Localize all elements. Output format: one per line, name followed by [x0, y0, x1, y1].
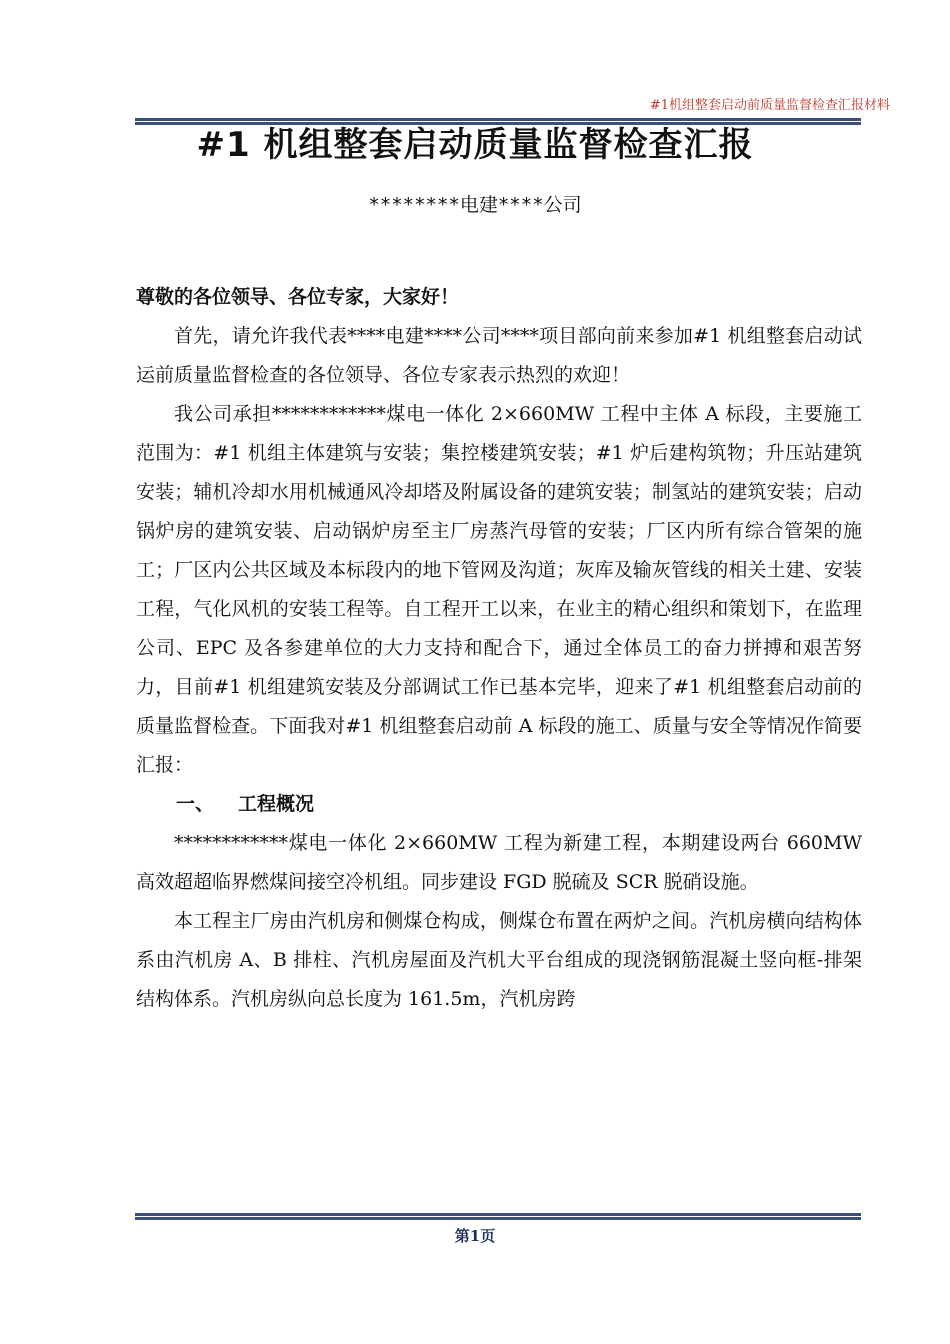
document-title: #1 机组整套启动质量监督检查汇报	[196, 125, 754, 165]
greeting: 尊敬的各位领导、各位专家，大家好！	[136, 286, 460, 308]
paragraph: 我公司承担************煤电一体化 2×660MW 工程中主体 A 标段，主要施工范围为：#1 机组主体建筑与安装；集控楼建筑安装；#1 炉后建构筑物；升压站建筑安装；辅机冷却水用机械通风冷却塔及附属设备的建筑安装；制氢站的建筑安装；启动锅炉房的建筑安装、启动锅炉房至主厂房蒸汽母管的安装；厂区内所有综合管架的施工；厂区内公共区域及本标段内的地下管网及沟道；灰库及输灰管线的相关土建、安装工程，气化风机的安装工程等。自工程开工以来，在业主的精心组织和策划下，在监理公司、EPC 及各参建单位的大力支持和配合下，通过全体员工的奋力拼搏和艰苦努力，目前#1 机组建筑安装及分部调试工作已基本完毕，迎来了#1 机组整套启动前的质量监督检查。下面我对#1 机组整套启动前 A 标段的施工、质量与安全等情况作简要汇报：	[136, 403, 862, 776]
paragraph: 本工程主厂房由汽机房和侧煤仓构成，侧煤仓布置在两炉之间。汽机房横向结构体系由汽机房 A、B 排柱、汽机房屋面及汽机大平台组成的现浇钢筋混凝土竖向框-排架结构体系。汽机房纵向总长度为 161.5m，汽机房跨	[136, 910, 862, 1010]
section-number: 一、	[176, 793, 215, 815]
section-heading	[136, 785, 862, 824]
page-number: 第1页	[454, 1227, 496, 1245]
paragraph: 首先，请允许我代表****电建****公司****项目部向前来参加#1 机组整套启动试运前质量监督检查的各位领导、各位专家表示热烈的欢迎！	[136, 325, 862, 386]
paragraph: ************煤电一体化 2×660MW 工程为新建工程，本期建设两台 660MW 高效超超临界燃煤间接空冷机组。同步建设 FGD 脱硫及 SCR 脱硝设施。	[136, 832, 862, 893]
section-title: 工程概况	[238, 793, 315, 815]
footer-rule	[135, 1213, 861, 1220]
running-header: #1机组整套启动前质量监督检查汇报材料	[649, 98, 890, 113]
document-body	[136, 278, 862, 1019]
company-name: ********电建****公司	[368, 194, 582, 216]
